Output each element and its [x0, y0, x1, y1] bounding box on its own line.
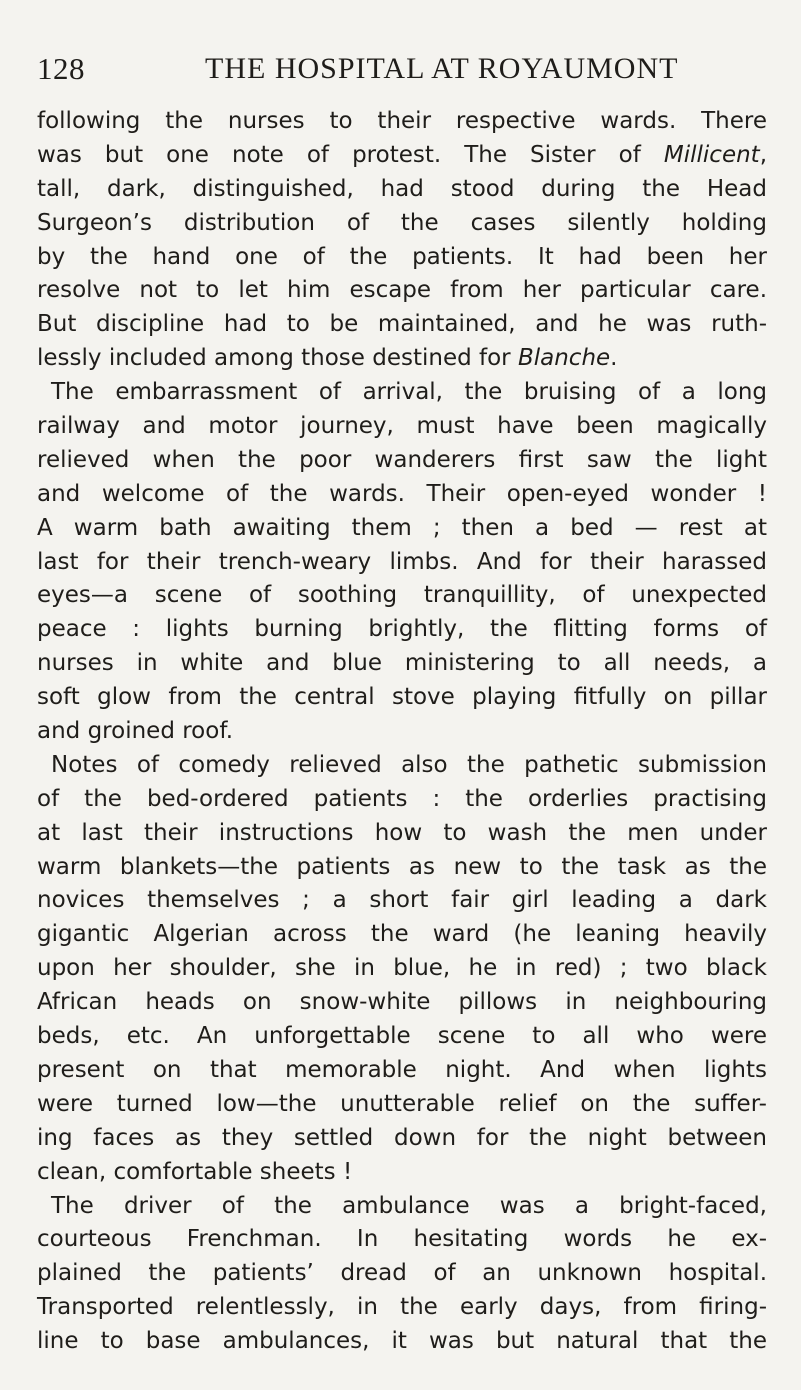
text-run: upon her shoulder, she in blue, he in red) ; two black — [37, 955, 767, 982]
text-line — [37, 1156, 767, 1190]
text-line — [37, 1088, 767, 1122]
text-run: . — [610, 345, 618, 372]
text-line — [37, 613, 767, 647]
text-line — [37, 512, 767, 546]
text-line — [37, 986, 767, 1020]
text-run: by the hand one of the patients. It had been her — [37, 243, 767, 270]
text-run: Notes of comedy relieved also the pathetic submission — [51, 751, 767, 778]
text-line — [37, 579, 767, 613]
text-line — [37, 308, 767, 342]
text-run: of the bed-ordered patients : the orderlies practising — [37, 785, 767, 812]
text-run: were turned low—the unutterable relief on the suffer- — [37, 1090, 767, 1117]
page-number: 128 — [37, 51, 85, 86]
text-line — [37, 918, 767, 952]
text-run: gigantic Algerian across the ward (he leaning heavily — [37, 921, 767, 948]
text-run: was but one note of protest. The Sister of — [37, 141, 664, 168]
text-line — [37, 274, 767, 308]
text-run: nurses in white and blue ministering to all needs, a — [37, 650, 767, 677]
text-line — [37, 681, 767, 715]
text-line — [37, 478, 767, 512]
text-run: beds, etc. An unforgettable scene to all who were — [37, 1023, 767, 1050]
text-line — [37, 647, 767, 681]
italic-text-run: Millicent — [663, 141, 760, 168]
text-run: courteous Frenchman. In hesitating words he ex- — [37, 1226, 767, 1253]
text-line — [37, 952, 767, 986]
text-line — [37, 546, 767, 580]
text-run: clean, comfortable sheets ! — [37, 1158, 353, 1185]
text-run: railway and motor journey, must have been magically — [37, 413, 767, 440]
text-run: eyes—a scene of soothing tranquillity, of unexpected — [37, 582, 767, 609]
text-line — [37, 1257, 767, 1291]
text-run: relieved when the poor wanderers first saw the light — [37, 446, 767, 473]
page-header — [37, 48, 767, 92]
text-run: African heads on snow-white pillows in neighbouring — [37, 989, 767, 1016]
text-run: A warm bath awaiting them ; then a bed — rest at — [37, 514, 767, 541]
text-line — [37, 342, 767, 376]
text-line — [37, 207, 767, 241]
text-run: line to base ambulances, it was but natural that the — [37, 1328, 767, 1355]
text-run: Surgeon’s distribution of the cases silently holding — [37, 209, 767, 236]
text-line — [37, 376, 767, 410]
text-line — [37, 817, 767, 851]
text-run: lessly included among those destined for — [37, 345, 518, 372]
text-run: and welcome of the wards. Their open-eyed wonder ! — [37, 480, 767, 507]
text-run: novices themselves ; a short fair girl leading a dark — [37, 887, 767, 914]
text-run: But discipline had to be maintained, and he was ruth- — [37, 311, 767, 338]
text-line — [37, 715, 767, 749]
text-line — [37, 851, 767, 885]
text-run: at last their instructions how to wash the men under — [37, 819, 767, 846]
text-line — [37, 884, 767, 918]
text-run: peace : lights burning brightly, the flitting forms of — [37, 616, 767, 643]
body-text — [37, 105, 767, 1359]
italic-text-run: Blanche — [517, 345, 611, 372]
text-line — [37, 1122, 767, 1156]
text-run: The embarrassment of arrival, the bruising of a long — [51, 379, 767, 406]
text-line — [37, 241, 767, 275]
text-run: , — [759, 141, 767, 168]
text-run: ing faces as they settled down for the night between — [37, 1124, 767, 1151]
text-line — [37, 410, 767, 444]
text-run: and groined roof. — [37, 718, 234, 745]
text-line — [37, 105, 767, 139]
text-run: tall, dark, distinguished, had stood during the Head — [37, 175, 767, 202]
text-line — [37, 173, 767, 207]
text-run: The driver of the ambulance was a bright-faced, — [51, 1192, 767, 1219]
text-line — [37, 1020, 767, 1054]
text-run: warm blankets—the patients as new to the task as the — [37, 853, 767, 880]
text-run: present on that memorable night. And when lights — [37, 1056, 767, 1083]
running-head: THE HOSPITAL AT ROYAUMONT — [205, 52, 679, 85]
text-line — [37, 1223, 767, 1257]
text-run: last for their trench-weary limbs. And for their harassed — [37, 548, 767, 575]
text-line — [37, 1325, 767, 1359]
text-line — [37, 444, 767, 478]
text-line — [37, 139, 767, 173]
text-run: Transported relentlessly, in the early days, from firing- — [37, 1294, 767, 1321]
text-line — [37, 783, 767, 817]
text-line — [37, 1291, 767, 1325]
text-run: following the nurses to their respective wards. There — [37, 108, 767, 134]
text-run: plained the patients’ dread of an unknown hospital. — [37, 1260, 767, 1287]
text-line — [37, 1190, 767, 1224]
text-run: soft glow from the central stove playing fitfully on pillar — [37, 684, 767, 711]
text-run: resolve not to let him escape from her particular care. — [37, 277, 767, 304]
text-line — [37, 749, 767, 783]
text-line — [37, 1054, 767, 1088]
